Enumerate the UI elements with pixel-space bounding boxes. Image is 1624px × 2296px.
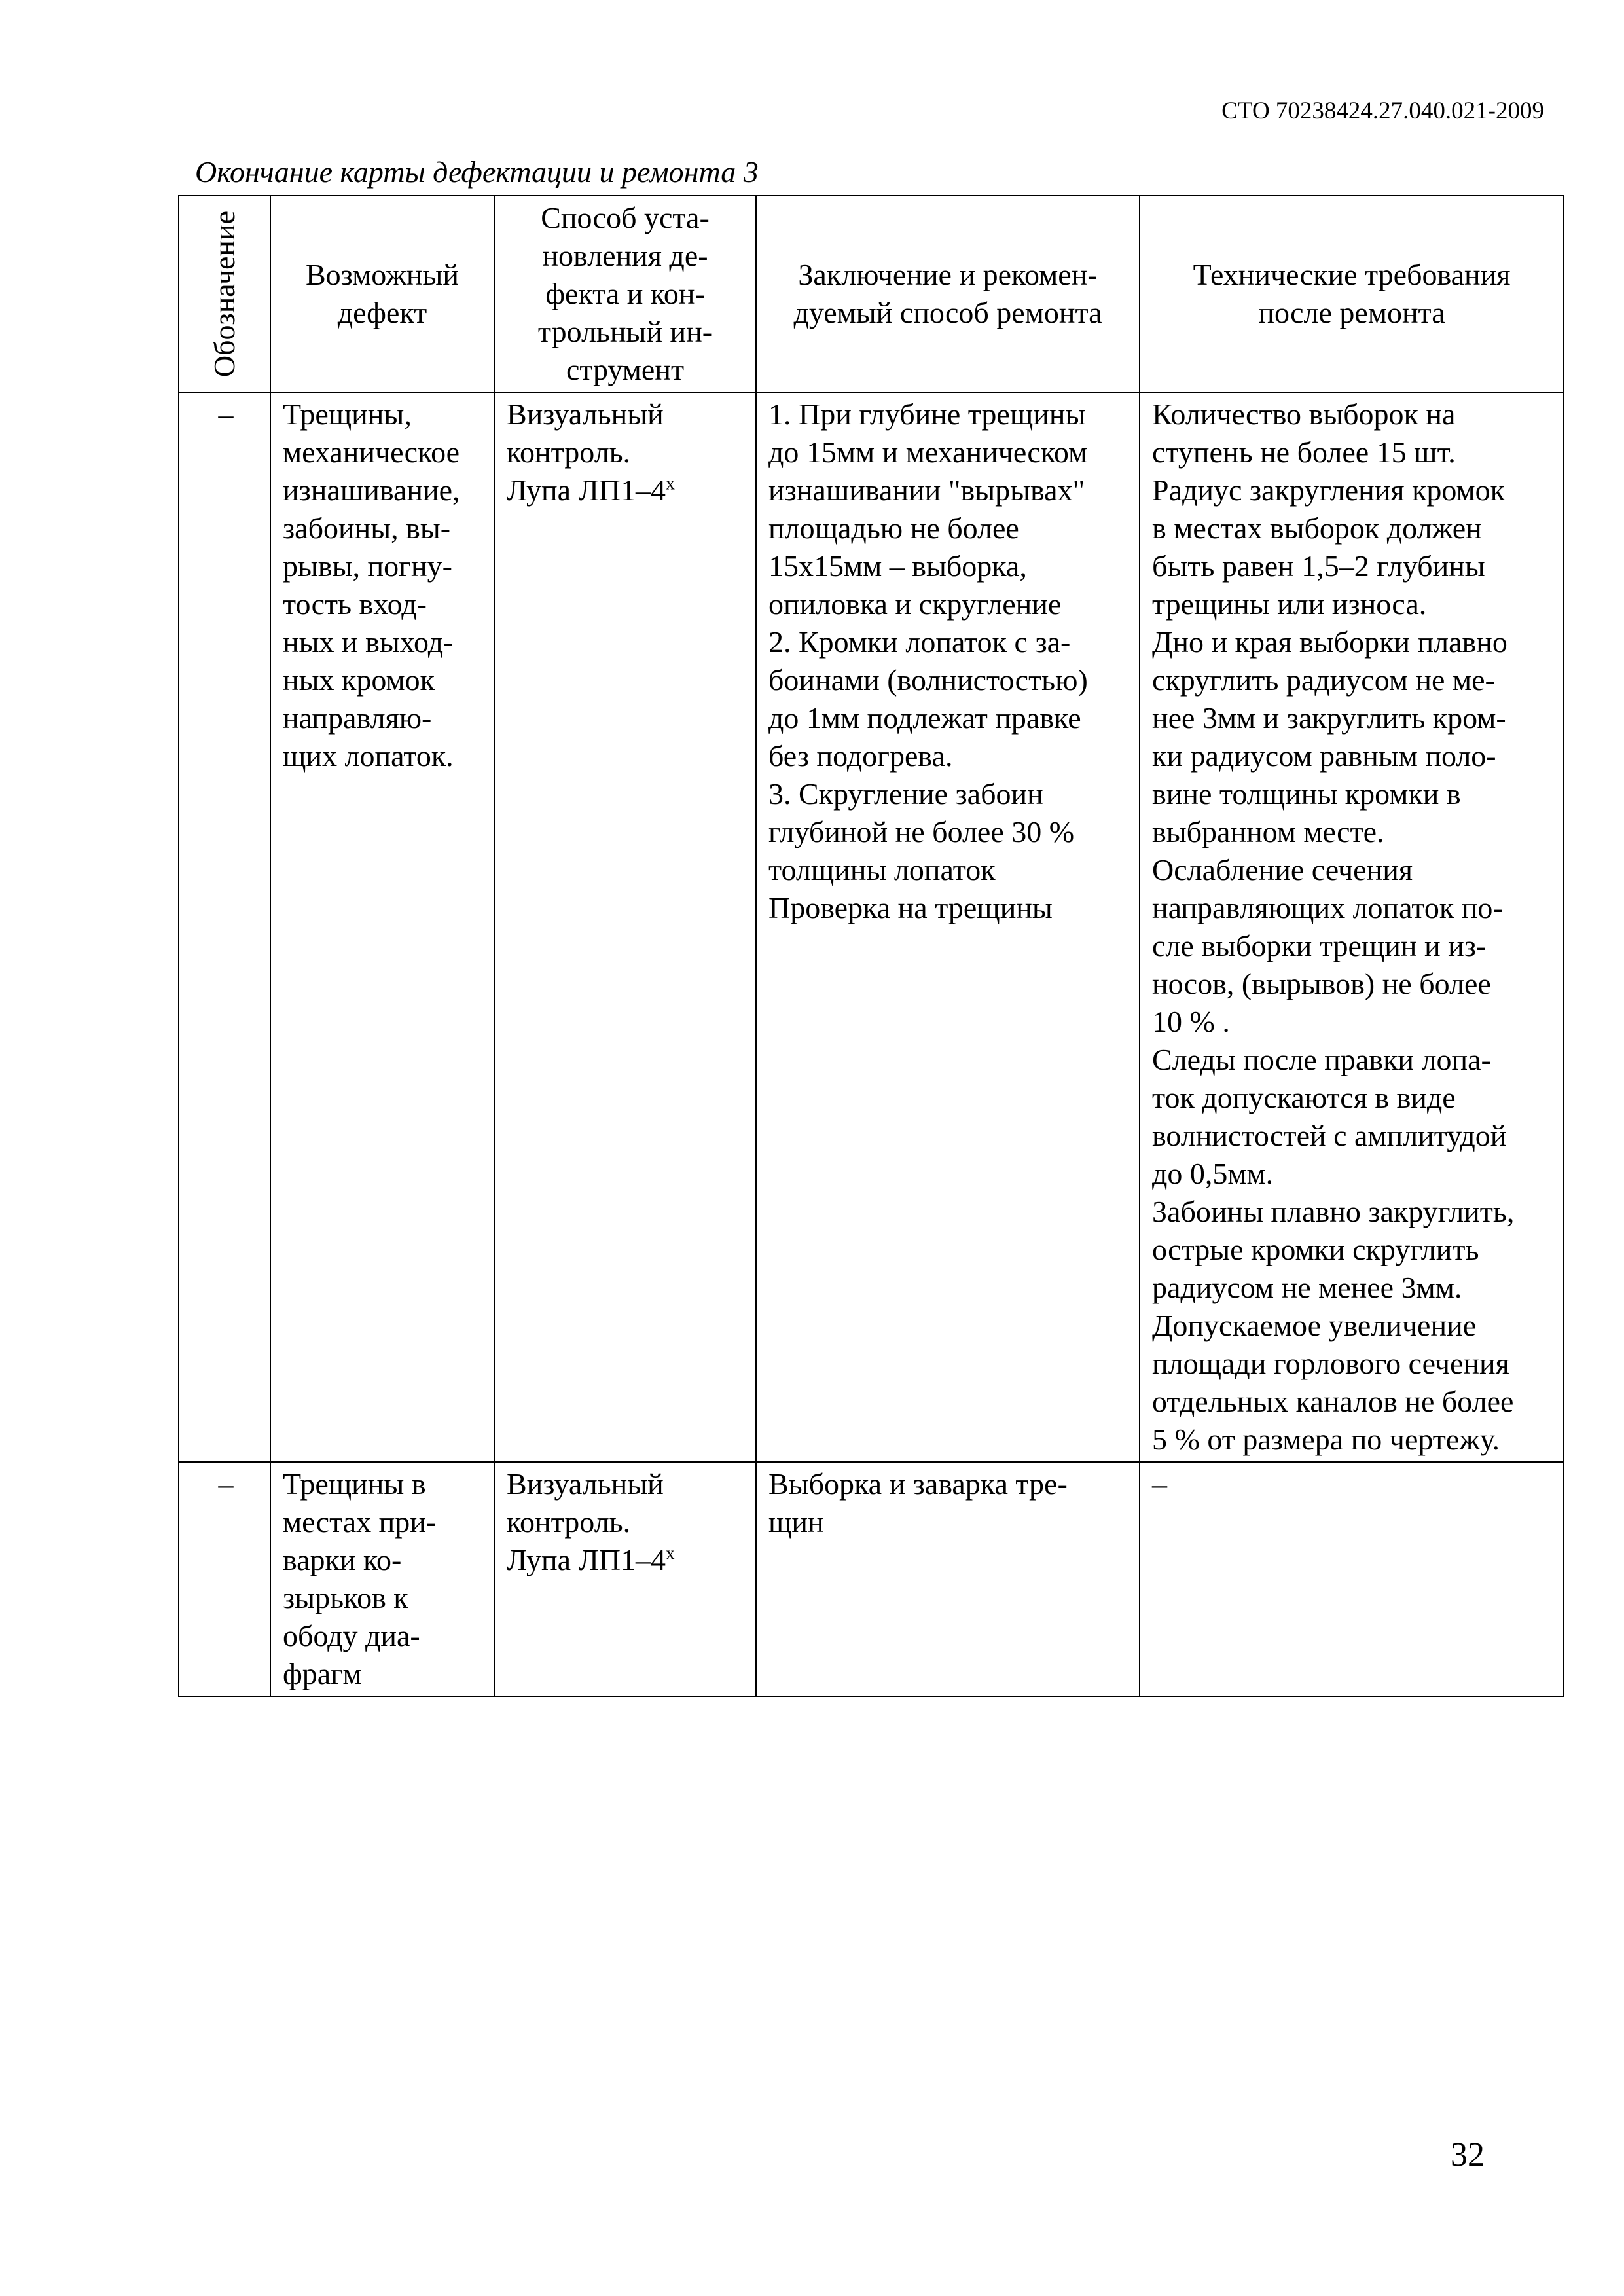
cell-conclusion: 1. При глубине трещины до 15мм и механическом изнашивании "вырывах" площадью не более 15х15мм – выборка, опиловка и скругление 2. Кромки лопаток с за- боинами (волнистостью) до 1мм подлежат правке без подогрева. 3. Скругление забоин глубиной не более 30 % толщины лопаток Проверка на трещины <box>756 392 1140 1462</box>
cell-requirements: Количество выборок на ступень не более 15 шт. Радиус закругления кромок в местах выборок должен быть равен 1,5–2 глубины трещины или износа. Дно и края выборки плавно скруглить радиусом не ме- нее 3мм и закруглить кром- ки радиусом равным поло- вине толщины кромки в выбранном месте. Ослабление сечения направляющих лопаток по- сле выборки трещин и из- носов, (вырывов) не более 10 % . Следы после правки лопа- ток допускаются в виде волнистостей с амплитудой до 0,5мм. Забоины плавно закруглить, острые кромки скруглить радиусом не менее 3мм. Допускаемое увеличение площади горлового сечения отдельных каналов не более 5 % от размера по чертежу. <box>1140 392 1564 1462</box>
cell-designation: – <box>179 1462 270 1696</box>
method-text: Визуальный контроль. Лупа ЛП1–4 <box>507 397 666 507</box>
cell-method <box>494 392 756 1462</box>
method-superscript: х <box>666 1543 676 1564</box>
page-number: 32 <box>1451 2136 1485 2174</box>
document-code: СТО 70238424.27.040.021-2009 <box>1221 98 1544 124</box>
cell-conclusion: Выборка и заварка тре- щин <box>756 1462 1140 1696</box>
table-row <box>179 1462 1564 1696</box>
cell-designation: – <box>179 392 270 1462</box>
header-detection-method: Способ уста- новления де- фекта и кон- трольный ин- струмент <box>494 196 756 392</box>
table-header-row <box>179 196 1564 392</box>
header-repair-conclusion: Заключение и рекомен- дуемый способ ремонта <box>756 196 1140 392</box>
method-text: Визуальный контроль. Лупа ЛП1–4 <box>507 1467 666 1576</box>
table-row <box>179 392 1564 1462</box>
header-possible-defect: Возможный дефект <box>270 196 494 392</box>
header-tech-requirements: Технические требования после ремонта <box>1140 196 1564 392</box>
cell-defect: Трещины, механическое изнашивание, забоины, вы- рывы, погну- тость вход- ных и выход- ных кромок направляю- щих лопаток. <box>270 392 494 1462</box>
defect-repair-table <box>178 195 1564 1697</box>
cell-method <box>494 1462 756 1696</box>
method-superscript: х <box>666 473 676 494</box>
cell-defect: Трещины в местах при- варки ко- зырьков к ободу диа- фрагм <box>270 1462 494 1696</box>
cell-requirements: – <box>1140 1462 1564 1696</box>
table-caption: Окончание карты дефектации и ремонта 3 <box>195 155 759 189</box>
header-designation: Обозначение <box>179 196 270 392</box>
